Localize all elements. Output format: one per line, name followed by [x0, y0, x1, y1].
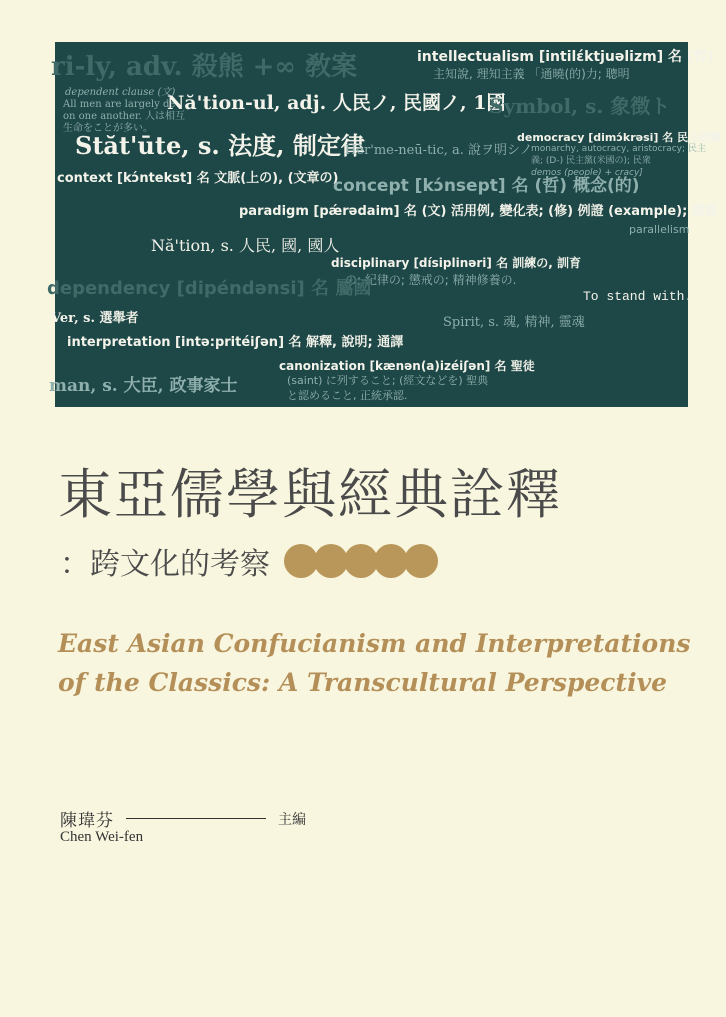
entry-rily: ri-ly, adv. 殺熊 +∞ 敎案: [51, 52, 358, 82]
entry-ver: Ver, s. 選舉者: [51, 311, 139, 326]
entry-to-stand-with: To stand with.: [583, 289, 693, 304]
entry-nation: Nă'tion, s. 人民, 國, 國人: [151, 236, 340, 255]
editor-divider: [126, 818, 266, 819]
editor-credit: [60, 806, 306, 831]
entry-paradigm: paradigm [pǽrədaim] 名 (文) 活用例, 變化表; (修) 例證 (example); 模範: [239, 204, 718, 219]
subtitle-row: [60, 539, 434, 583]
title-english-line-2: of the Classics: A Transcultural Perspective: [58, 668, 667, 697]
decorative-dots: [284, 544, 434, 578]
entry-democracy-2: monarchy, autocracy, aristocracy; 民主: [531, 144, 706, 154]
dot-ornament: [404, 544, 438, 578]
entry-hermeneutic: Hĕr'me-neū-tic, a. 說ヲ明シノ: [345, 143, 533, 158]
entry-democracy-4: demos (people) + cracy]: [531, 168, 643, 178]
dot-ornament: [284, 544, 318, 578]
entry-parallelism: parallelism: [629, 223, 690, 236]
title-chinese: 東亞儒學與經典詮釋: [58, 463, 562, 526]
dot-ornament: [344, 544, 378, 578]
dot-ornament: [374, 544, 408, 578]
entry-symbol: Symbol, s. 象徴ト: [489, 94, 671, 118]
dictionary-collage: [47, 42, 722, 407]
title-english-line-1: East Asian Confucianism and Interpretations: [58, 629, 691, 658]
entry-one-another: on one another. 人は相互: [63, 111, 186, 122]
entry-national: Nă'tion-ul, adj. 人民ノ, 民國ノ, 1國: [167, 92, 506, 114]
editor-name-chinese: 陳瑋芬: [60, 811, 114, 831]
dot-ornament: [314, 544, 348, 578]
entry-disciplinary-2: の; 紀律の; 懲戒の; 精神修養の.: [345, 273, 517, 287]
entry-democracy-3: 義; (D-) 民主黨(米國の); 民衆: [531, 156, 651, 166]
title-english: [58, 624, 698, 702]
entry-spirit: Spirit, s. 魂, 精神, 靈魂: [443, 315, 585, 330]
entry-concept: concept [kɔ́nsept] 名 (哲) 概念(的): [333, 176, 640, 196]
entry-canonization: canonization [kænən(a)izéiʃən] 名 聖徒: [279, 359, 535, 373]
subtitle-chinese: ：跨文化的考察: [60, 547, 270, 582]
entry-dependency: dependency [dipéndənsi] 名 屬國: [47, 278, 372, 299]
entry-kanji-line: 生命をことが多い。: [63, 123, 153, 134]
entry-all-men: All men are largely de-: [63, 99, 179, 110]
entry-dependent-clause: dependent clause (文): [65, 87, 176, 98]
entry-democracy: democracy [dimɔ́krəsi] 名 民主政體: [517, 131, 722, 144]
editor-name-english: Chen Wei-fen: [60, 829, 144, 845]
entry-man: man, s. 大臣, 政事家士: [49, 376, 238, 396]
entry-context: context [kɔ́ntekst] 名 文脈(上の), (文章の): [57, 171, 339, 186]
entry-interpretation: interpretation [intə:pritéiʃən] 名 解釋, 說明; 通譯: [67, 335, 404, 350]
editor-role: 主編: [278, 811, 306, 828]
entry-intellectualism: intellectualism [intilɛ́ktjuəlizm] 名 (哲): [417, 49, 714, 65]
entry-disciplinary: disciplinary [dísiplinəri] 名 訓練の, 訓育: [331, 256, 581, 270]
entry-intellectualism-gloss: 主知說, 理知主義 「通曉(的)力; 聰明: [433, 67, 630, 81]
entry-statute: Stăt'ūte, s. 法度, 制定律: [75, 131, 365, 160]
entry-canonization-3: と認めること, 正統承認.: [287, 389, 408, 402]
entry-canonization-2: (saint) に列すること; (經文などを) 聖典: [287, 374, 489, 387]
